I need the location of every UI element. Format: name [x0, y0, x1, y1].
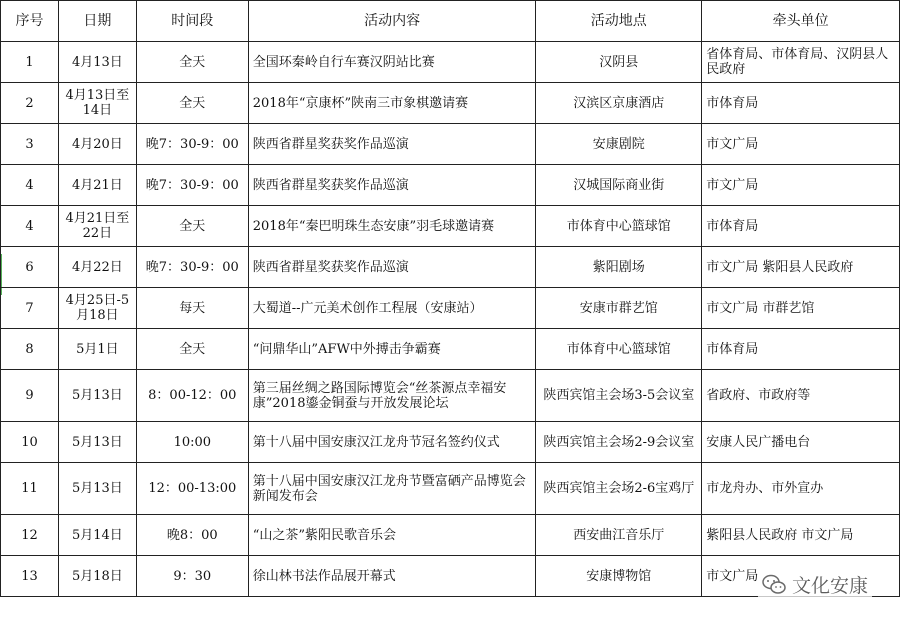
- header-content: 活动内容: [248, 1, 536, 42]
- cell-no: 9: [1, 370, 59, 422]
- cell-date: 4月25日-5月18日: [58, 288, 136, 329]
- cell-venue: 汉阴县: [536, 42, 702, 83]
- table-body: [1, 42, 900, 597]
- cell-no: 4: [1, 165, 59, 206]
- cell-content: 陕西省群星奖获奖作品巡演: [248, 124, 536, 165]
- cell-time: 全天: [136, 83, 248, 124]
- cell-content: 大蜀道--广元美术创作工程展（安康站）: [248, 288, 536, 329]
- cell-content: 2018年“秦巴明珠生态安康”羽毛球邀请赛: [248, 206, 536, 247]
- cell-date: 4月21日: [58, 165, 136, 206]
- cell-content: “山之茶”紫阳民歌音乐会: [248, 515, 536, 556]
- cell-no: 7: [1, 288, 59, 329]
- cell-org: 市体育局: [702, 83, 900, 124]
- cell-venue: 紫阳剧场: [536, 247, 702, 288]
- table-row: [1, 165, 900, 206]
- cell-org: 市文广局 市群艺馆: [702, 288, 900, 329]
- cell-venue: 安康剧院: [536, 124, 702, 165]
- cell-date: 5月14日: [58, 515, 136, 556]
- table-row: [1, 329, 900, 370]
- cell-time: 9：30: [136, 556, 248, 597]
- cell-org: 市文广局: [702, 124, 900, 165]
- table-row: [1, 124, 900, 165]
- table-row: [1, 422, 900, 463]
- cell-date: 4月21日至22日: [58, 206, 136, 247]
- cell-date: 5月13日: [58, 422, 136, 463]
- table-row: [1, 206, 900, 247]
- cell-content: 第三届丝绸之路国际博览会“丝茶源点幸福安康”2018鎏金铜蚕与开放发展论坛: [248, 370, 536, 422]
- cell-no: 13: [1, 556, 59, 597]
- cell-venue: 市体育中心篮球馆: [536, 206, 702, 247]
- header-org: 牵头单位: [702, 1, 900, 42]
- watermark: [758, 569, 872, 600]
- header-date: 日期: [58, 1, 136, 42]
- cell-org: 省体育局、市体育局、汉阴县人民政府: [702, 42, 900, 83]
- cell-content: 第十八届中国安康汉江龙舟节冠名签约仪式: [248, 422, 536, 463]
- cell-venue: 汉城国际商业街: [536, 165, 702, 206]
- cell-time: 晚7：30-9：00: [136, 124, 248, 165]
- cell-no: 11: [1, 463, 59, 515]
- cell-no: 1: [1, 42, 59, 83]
- cell-content: 陕西省群星奖获奖作品巡演: [248, 247, 536, 288]
- cell-date: 4月13日至14日: [58, 83, 136, 124]
- cell-no: 4: [1, 206, 59, 247]
- header-row: [1, 1, 900, 42]
- cell-time: 12：00-13:00: [136, 463, 248, 515]
- cell-date: 5月13日: [58, 370, 136, 422]
- table-row: [1, 288, 900, 329]
- cell-date: 5月13日: [58, 463, 136, 515]
- table-row: [1, 515, 900, 556]
- cell-org: 市文广局: [702, 556, 900, 597]
- cell-time: 10:00: [136, 422, 248, 463]
- cell-time: 晚7：30-9：00: [136, 247, 248, 288]
- cell-date: 5月1日: [58, 329, 136, 370]
- table-row: [1, 83, 900, 124]
- cell-no: 2: [1, 83, 59, 124]
- cell-time: 全天: [136, 42, 248, 83]
- header-time: 时间段: [136, 1, 248, 42]
- cell-venue: 陕西宾馆主会场2-9会议室: [536, 422, 702, 463]
- cell-no: 3: [1, 124, 59, 165]
- watermark-text: 文化安康: [791, 575, 868, 597]
- table-row: [1, 463, 900, 515]
- table-row: [1, 42, 900, 83]
- cell-time: 晚8：00: [136, 515, 248, 556]
- cell-content: “问鼎华山”AFW中外搏击争霸赛: [248, 329, 536, 370]
- cell-venue: 安康博物馆: [536, 556, 702, 597]
- cell-org: 紫阳县人民政府 市文广局: [702, 515, 900, 556]
- cell-time: 每天: [136, 288, 248, 329]
- cell-time: 全天: [136, 329, 248, 370]
- cell-org: 市文广局 紫阳县人民政府: [702, 247, 900, 288]
- cell-date: 5月18日: [58, 556, 136, 597]
- cell-no: 6: [1, 247, 59, 288]
- cell-time: 8：00-12：00: [136, 370, 248, 422]
- cell-org: 安康人民广播电台: [702, 422, 900, 463]
- cell-no: 8: [1, 329, 59, 370]
- cell-venue: 汉滨区京康酒店: [536, 83, 702, 124]
- cell-venue: 安康市群艺馆: [536, 288, 702, 329]
- cell-venue: 西安曲江音乐厅: [536, 515, 702, 556]
- cell-venue: 陕西宾馆主会场2-6宝鸡厅: [536, 463, 702, 515]
- cell-date: 4月13日: [58, 42, 136, 83]
- cell-org: 市龙舟办、市外宣办: [702, 463, 900, 515]
- cell-date: 4月20日: [58, 124, 136, 165]
- cell-time: 全天: [136, 206, 248, 247]
- cell-content: 第十八届中国安康汉江龙舟节暨富硒产品博览会新闻发布会: [248, 463, 536, 515]
- cell-no: 10: [1, 422, 59, 463]
- cell-no: 12: [1, 515, 59, 556]
- cell-content: 徐山林书法作品展开幕式: [248, 556, 536, 597]
- cell-content: 陕西省群星奖获奖作品巡演: [248, 165, 536, 206]
- cell-org: 市体育局: [702, 206, 900, 247]
- table-row: [1, 247, 900, 288]
- header-no: 序号: [1, 1, 59, 42]
- cell-venue: 陕西宾馆主会场3-5会议室: [536, 370, 702, 422]
- header-venue: 活动地点: [536, 1, 702, 42]
- table-row: [1, 370, 900, 422]
- cell-org: 市体育局: [702, 329, 900, 370]
- cell-content: 全国环秦岭自行车赛汉阴站比赛: [248, 42, 536, 83]
- cell-org: 省政府、市政府等: [702, 370, 900, 422]
- cell-date: 4月22日: [58, 247, 136, 288]
- wechat-icon: [762, 574, 786, 596]
- cell-content: 2018年“京康杯”陕南三市象棋邀请赛: [248, 83, 536, 124]
- cell-time: 晚7：30-9：00: [136, 165, 248, 206]
- cell-venue: 市体育中心篮球馆: [536, 329, 702, 370]
- cell-org: 市文广局: [702, 165, 900, 206]
